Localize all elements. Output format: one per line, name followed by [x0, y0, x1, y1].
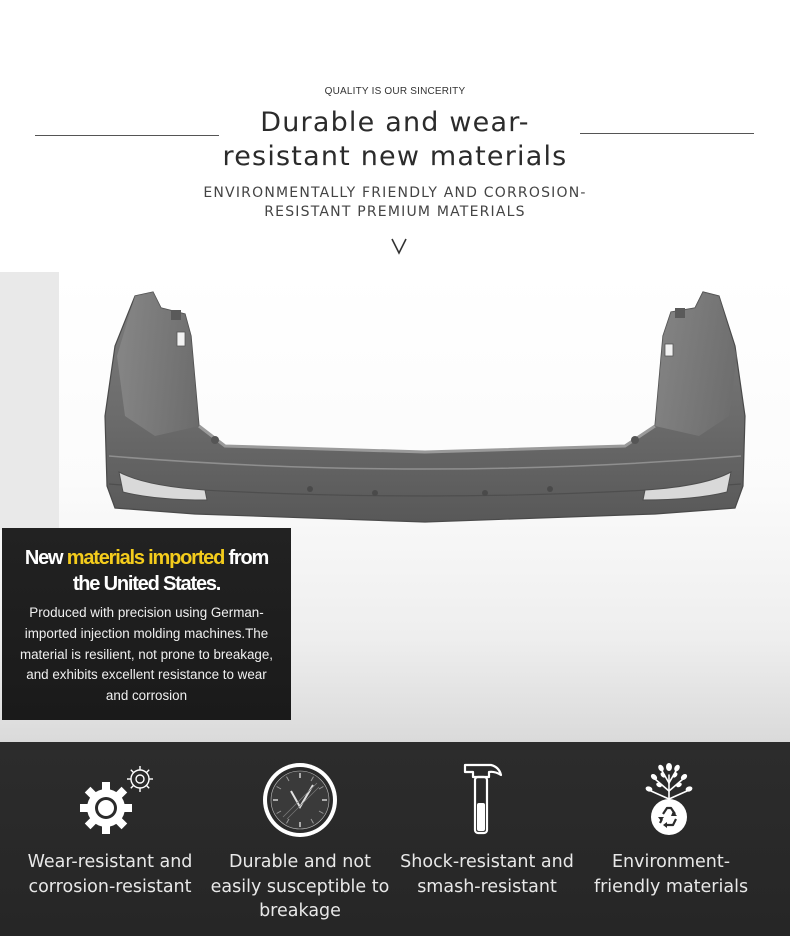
card-title-highlight: materials imported [66, 547, 225, 569]
feature-durable [210, 742, 390, 936]
card-title-prefix: New [24, 547, 63, 569]
headline: Durable and wear-resistant new materials [222, 107, 568, 172]
card-title-suffix: from the United States. [72, 547, 269, 595]
gears-icon [78, 764, 158, 836]
feature-shock-resistant [397, 742, 577, 936]
materials-info-card [2, 528, 291, 720]
chevron-down-icon [388, 234, 410, 256]
photo-backdrop-panel [0, 272, 59, 530]
feature-wear-resistant [20, 742, 200, 936]
card-title [2, 545, 291, 597]
clock-icon [261, 761, 339, 839]
subheadline: ENVIRONMENTALLY FRIENDLY AND CORROSION-RESISTANT PREMIUM MATERIALS [203, 185, 587, 220]
hammer-icon [461, 761, 503, 837]
feature-label: Wear-resistant and corrosion-resistant [27, 852, 193, 897]
feature-strip [0, 742, 790, 936]
tagline: QUALITY IS OUR SINCERITY [324, 86, 466, 97]
feature-label: Durable and not easily susceptible to breakage [210, 852, 390, 921]
divider-left [35, 135, 219, 136]
divider-right [580, 133, 754, 134]
feature-label: Shock-resistant and smash-resistant [400, 852, 574, 897]
feature-eco-friendly [582, 742, 760, 936]
recycle-tree-icon [641, 761, 697, 837]
feature-label: Environment-friendly materials [593, 852, 749, 897]
card-body: Produced with precision using German-imported injection molding machines.The material is resilient, not prone to breakage, and exhibits excellent resistance to wear and corrosion [19, 605, 274, 704]
rear-bumper-image [95, 286, 755, 536]
